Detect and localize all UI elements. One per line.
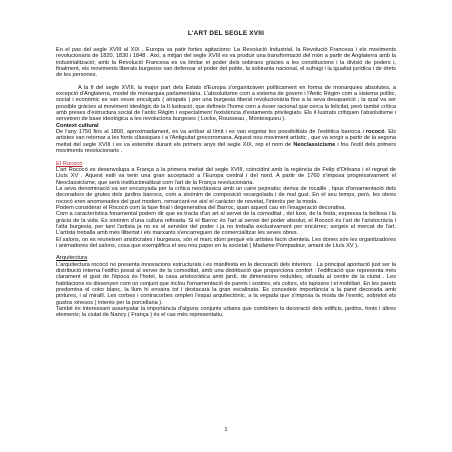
architecture-paragraph-2: També és interessant assenyalar la importància d'alguns conjunts urbans que combinen la decoració dels edificis, jardins, fonts i altres elements; la ciutat de Nancy ( França ) és el cas més representatiu. (56, 306, 396, 319)
rococo-paragraph-5: El salons, on es reuneixen aristòcrates i burgesos, són el marc idoni perquè els artistes facin clientela. Les dones són les organitzadores i animadores del salons, cosa que exemplifica el seu nou paper en la societat ( Madame Pompadour, amant de Lluís XV ). (56, 236, 396, 249)
context-rococo-term: rococó (365, 129, 385, 136)
document-title: L'ART DEL SEGLE XVIII (187, 30, 265, 37)
context-paragraph (56, 129, 396, 154)
page-number: 1 (224, 427, 228, 433)
rococo-paragraph-4: Com a característica fonamental podem dir que es tracta d'un art al servei de la comoditat , del luxe, de la festa; expressa la bellesa i la gràcia de la vida. Es sinònim d'una cultura refinada. Si el Barroc és l'art al servei del poder absolut, el Rococó és l'art de l'aristocràcia i l'alta burgesia, per tant l'artista ja no es el servidor del poder i ja no treballa exclusivament per encàrrec; sorgeix el mercat de l'art. L'artista treballa amb més llibertat i els marxants s'encarreguen de comercialitzar les seves obres. (56, 211, 396, 237)
context-neoclassicism-term: Neoclassicisme (293, 141, 336, 148)
rococo-paragraph-1: L'art Rococó es desenvolupa a França a la primera meitat del segle XVIII, coincidint amb la regència de Felip d'Orleans i el regnat de Lluís XV . Aquest estil va tenir una gran acceptació a l'Europa central i del nord. A partir de 1760 s'imposa progressivament el Neoclassicisme, que serà institucionalitzat com l'art de la França revolucionària. (56, 166, 396, 186)
rococo-paragraph-3: Podem considerar el Rococó com la fase final i degenerativa del Barroc, quan aquest cau en l'exageració decorativa. (56, 204, 346, 211)
rococo-heading: El Rococó (56, 160, 83, 167)
context-text-3: i fou l'estil dels primers moviments revolucionaris . (56, 141, 396, 155)
context-text-1: De l'any 1750 fins al 1800, aproximadament, es va arribar al límit i es van esgotar les possibilitats de l'estètica barroca i (56, 129, 366, 136)
rococo-paragraph-2: La seva denominació va ser encunyada per la crítica neoclàssica amb un caire pejoratiu; deriva de rocaille , tipus d'ornamentació dels decoradors de grutes dels jardins barrocs, com a sinònim de composició recargolada i de mal gust. En el seu temps, però, les obres rococó eren anomenades del gust modern, remarcant-ne així el caràcter de novetat, l'interès per la moda. (56, 185, 396, 205)
absolutism-paragraph: A la fi del segle XVIII, la major part dels Estats d'Europa s'organitzaven políticament en forma de monarquies absolutes, a excepció d'Anglaterra, model de monarquia parlamentària. L'absolutisme com a sistema de govern i l'Antic Règim com a sistema polític, social i econòmic es van veure enculçats ( atrapats ) per una burgesia liberal revolucionària fins a la seva desaparició ; la qual va ser possible gràcies al moviment ideològic de la Il·lustració, que defineix l'home com a ésser racional que cerca la felicitat, però també crítica amb preses d'estructura social de l'antic Règim i especialment l'existència d'estaments privilegiats. Els il·lustrats critiquen l'absolutisme i serveixen de base ideològica a les revolucions burgeses ( Locke, Rousseau , Montesquieu ). (56, 84, 396, 123)
architecture-heading: Arquitectura (56, 255, 88, 262)
intro-paragraph: En el pas del segle XVIII al XIX , Europa va patir fortes agitacions: La Revolució Industrial, la Revolució Francesa i els moviments revolucionaris de 1820, 1830 i 1848 . Així, a mitjan del segle XVIII es va produir una transformació del món a partir de Anglaterra amb la industrialització; amb la Revolució Francesa es va limitar el poder dels sobirans gràcies a les constitucions i la divisió de poders i, finalment, els moviments liberals burgesos van defensar el poder del poble, la sobirania nacional, el sufragi i la igualtat jurídica i de drets de les persones. (56, 47, 396, 79)
context-text-2: . Els artistes van retornar a les fonts clàssiques i a l'Antiguitat grecorromana. Aquest nou moviment artístic , que va sorgir a partir de la segona meitat del segle XVIII i es va estendre durant els primers anys del segle XIX, rep el nom de (56, 129, 396, 148)
context-heading: Context cultural (56, 122, 99, 129)
architecture-paragraph-1: L'arquitectura rococó no presenta innovacions estructurals i es manifesta en la decoració dels interiors . La principal aportació just ser la distribució interna l'edifici posat al servei de la comoditat, amb una distribució que proporciona confort : l'edificació que representa més clarament el gust de l'època és l'hotel, la casa aristocràtica amb jardí, de dimensions reduïdes, situada al centre de la ciutat . Les habitacions es dissenyen com un conjunt que inclou l'ornamentació de parets i sostres, els colors, els tapissos i el mobiliari. En les parets predomina el color blanc, la llum hi envaira tot i destacarà la gran escalinata. Es concedeix importància a la paret decorada amb pintures, i al miralll. Les corbes i contracorbes omplen l'espai arquitectònic, a la vegada que s'imposa la moda de l'exotic, sobretot els gustos xinesos ( interès per la porcellana ). (56, 261, 396, 306)
